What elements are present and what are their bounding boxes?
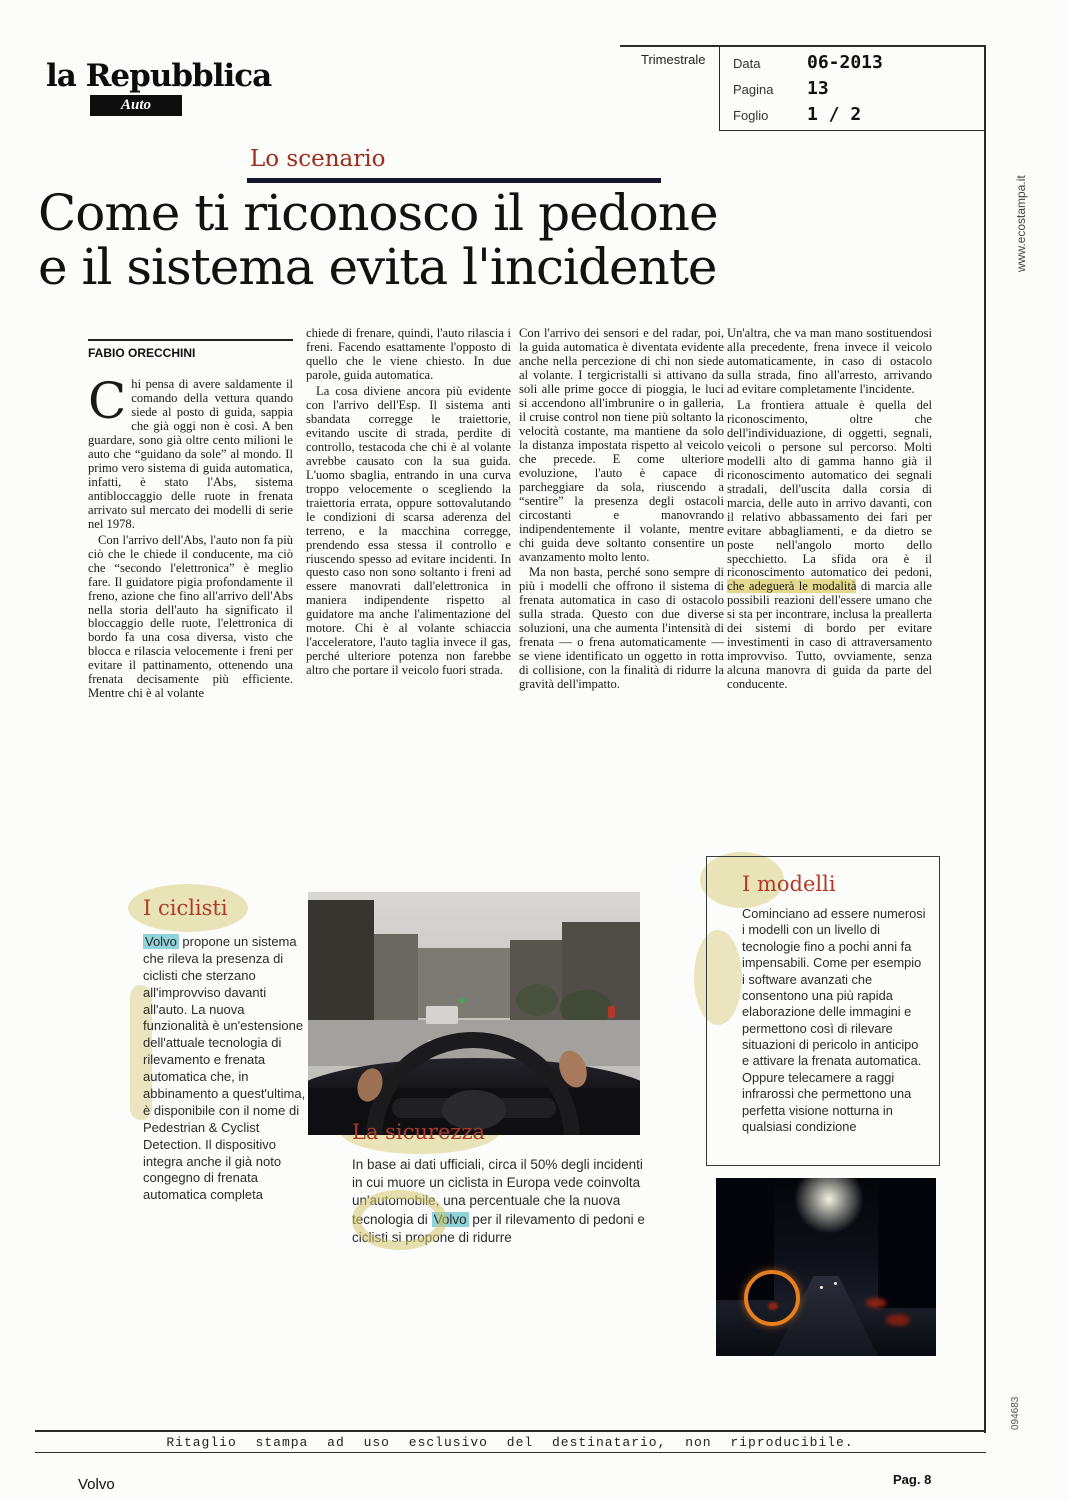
paragraph: [727, 399, 932, 692]
box-text-ciclisti: [143, 934, 306, 1204]
box-title-sicurezza: La sicurezza: [352, 1120, 486, 1144]
paragraph-text: La frontiera attuale è quella del riconoscimento, oltre che dell'individuazione, di oggetti, segnali, veicoli o persone sul percorso. Molti modelli alto di gamma hanno già il riconoscimento automatico dei segnali stradali, dell'uscita dalla corsia di marcia, delle auto in arrivo davanti, con il relativo abbassamento dei fari per evitare abbagliamenti, e da dietro se poste nell'angolo morto dello specchietto. La sfida ora è il riconoscimento automatico dei pedoni,: [727, 397, 932, 580]
night-detection-photo: [716, 1178, 936, 1356]
article-column-3: [519, 327, 724, 842]
van: [426, 1006, 458, 1024]
pagina-value: 13: [807, 78, 829, 99]
tree: [516, 984, 558, 1016]
kicker-rule: [247, 178, 661, 183]
frame-right-line: [984, 45, 986, 1433]
data-field-row: [733, 52, 883, 73]
box-text: In base ai dati ufficiali, circa il 50% degli incidenti in cui muore un ciclista in Europa vede coinvolta un'automobile, una percentuale che la nuova tecnologia di: [352, 1157, 643, 1227]
section-banner: Auto: [90, 95, 182, 116]
paragraph: [88, 378, 293, 532]
foglio-field-row: [733, 104, 883, 125]
byline: FABIO ORECCHINI: [88, 339, 293, 360]
tail-light-glow: [866, 1298, 886, 1308]
frame-top-line: [620, 45, 985, 47]
headline-line-1: Come ti riconosco il pedone: [38, 184, 718, 242]
databox-left-line: [719, 45, 720, 131]
paragraph: Con l'arrivo dei sensori e del radar, poi, la guida automatica è diventata evidente anche nella percezione di chi non siede al volante. I tergicristalli si attivano da soli alle prime gocce di pioggia, le luci si accendono all'imbrunire o in galleria, il cruise control non tiene più soltanto la velocità costante, ma mantiene da solo la distanza impostata rispetto al veicolo che precede. E come ulteriore evoluzione, l'auto è capace di parcheggiare da sola, riuscendo a “sentire” la presenza degli ostacoli circostanti e manovrando indipendentemente il volante, mentre chi guida deve soltanto consentire un avanzamento molto lento.: [519, 327, 724, 564]
paragraph: Ma non basta, perché sono sempre di più i modelli che offrono il sistema di frenata automatica in caso di ostacolo sulla strada. Questo con due diverse soluzioni, una che aumenta l'intensità di frenata — o frena automaticamente — se viene identificato un oggetto in rotta di collisione, con la finalità di ridurre la gravità dell'impatto.: [519, 565, 724, 692]
box-text-sicurezza: [352, 1156, 654, 1247]
box-title-ciclisti: I ciclisti: [143, 896, 228, 920]
scan-code: 094683: [1010, 1396, 1021, 1430]
headline-line-2: e il sistema evita l'incidente: [38, 238, 717, 296]
paragraph: Con l'arrivo dell'Abs, l'auto non fa più ciò che le chiede il conducente, ma ciò che “secondo l'elettronica” è meglio fare. Il guidatore pigia profondamente il freno, azione che fino all'arrivo dell'Abs nella storia dell'auto ha significato il bloccaggio delle ruote, l'elettronica di bordo fa una cosa diversa, visto che blocca e rilascia velocemente i freni per evitare il pattinamento, ottenendo una frenata decisamente più efficiente. Mentre chi è al volante: [88, 532, 293, 701]
ecostampa-watermark: www.ecostampa.it: [1014, 175, 1028, 272]
paragraph: Un'altra, che va man mano sostituendosi alla precedente, frena invece il veicolo automaticamente, in caso di ostacolo sulla strada, fino all'arresto, arrivando ad evitare completamente l'incidente.: [727, 327, 932, 396]
drop-cap: C: [88, 378, 127, 430]
volvo-highlight: Volvo: [433, 1211, 467, 1227]
page-number: Pag. 8: [893, 1472, 932, 1487]
data-value: 06-2013: [807, 52, 883, 73]
foglio-value: 1 / 2: [807, 104, 862, 125]
publication-name: la Repubblica: [46, 58, 272, 94]
tail-light-glow: [886, 1314, 910, 1326]
ritaglio-disclaimer: Ritaglio stampa ad uso esclusivo del destinatario, non riproducibile.: [166, 1435, 854, 1450]
article-column-2: [306, 327, 511, 842]
frame-bottom-line: [35, 1430, 986, 1432]
footer-rule-line: [35, 1452, 986, 1453]
highlighted-phrase: che adeguerà le modalità: [727, 579, 857, 594]
street-dashboard-photo: [308, 892, 640, 1135]
building-silhouette: [878, 1178, 936, 1308]
pagina-label: Pagina: [733, 82, 774, 97]
data-label: Data: [733, 56, 761, 71]
box-text-modelli: Cominciano ad essere numerosi i modelli con un livello di tecnologie fino a pochi anni fa impensabili. Come per esempio i software avanzati che consentono una più rapida elaborazione delle immagini e permettono così di rilevare situazioni di pericolo in anticipo e attivare la frenata automatica. Oppure telecamere a raggi infrarossi che permettono una perfetta visione notturna in qualsiasi condizione: [742, 906, 926, 1134]
article-column-1: [88, 378, 293, 842]
pagina-field-row: [733, 78, 883, 99]
article-headline: [38, 186, 778, 294]
traffic-light-green: [460, 998, 465, 1003]
box-text: per il rilevamento di pedoni e ciclisti si propone di ridurre: [352, 1211, 645, 1245]
paragraph: La cosa diviene ancora più evidente con l'arrivo dell'Esp. Il sistema anti sbandata corregge le traiettorie, evitando uscite di strada, perdite di controllo, testacoda che chi è al volante avrebbe causato con la sua guida. L'uomo sbaglia, entrando in una curva troppo velocemente o scegliendo la traiettoria errata, oppure sottovalutando le condizioni di scarsa aderenza del terreno, e la macchina corregge, prendendo essa stessa il controllo e riuscendo spesso ad evitare incidenti. In questo caso non sono soltanto i freni ad essere manovrati dall'elettronica in maniera indipendente rispetto al guidatore ma anche l'alimentazione del motore. Chi è al volante schiaccia l'acceleratore, l'auto taglia invece il gas, perché ulteriore potenza non farebbe altro che portare il veicolo fuori strada.: [306, 383, 511, 678]
paragraph-text: hi pensa di avere saldamente il comando della vettura quando siede al posto di guida, sappia che già oggi non è così. A ben guardare, sono già oltre cento milioni le auto che “guidano da sole” al mondo. Il primo vero sistema di guida automatica, infatti, è stato l'Abs, sistema antibloccaggio delle ruote in frenata arrivato sul mercato dei modelli di serie nel 1978.: [88, 378, 293, 531]
clipping-data-box: [733, 52, 883, 130]
article-kicker: Lo scenario: [250, 146, 386, 172]
client-brand: Volvo: [78, 1476, 115, 1493]
article-column-4: [727, 327, 932, 842]
building-silhouette: [374, 934, 418, 1026]
paragraph-text: di marcia alle possibili reazioni dell'essere umano che si sta per incontrare, inclusa la preallerta dei sistemi di bordo per evitare investimenti in caso di attraversamento improvviso. Tutto, ovviamente, senza alcuna manovra di guida da parte del conducente.: [727, 579, 932, 692]
frequency-label: Trimestrale: [641, 52, 706, 67]
box-text: propone un sistema che rileva la presenza di ciclisti che sterzano all'improvviso davanti all'auto. La nuova funzionalità è un'estensione dell'attuale tecnologia di rilevamento e frenata automatica che, in abbinamento a quest'ultima, è disponibile con il nome di Pedestrian & Cyclist Detection. Il dispositivo integra anche il già noto congegno di frenata automatica completa: [143, 934, 306, 1203]
cyclist-figure: [608, 1006, 615, 1018]
databox-bottom-line: [719, 130, 985, 131]
foglio-label: Foglio: [733, 108, 769, 123]
street-light-glow: [794, 1178, 864, 1234]
volvo-highlight: Volvo: [145, 934, 177, 949]
box-title-modelli: I modelli: [742, 872, 836, 896]
detection-highlight-ring: [744, 1270, 800, 1326]
light-dot: [820, 1286, 823, 1289]
light-dot: [834, 1282, 837, 1285]
paragraph: chiede di frenare, quindi, l'auto rilascia i freni. Facendo esattamente l'opposto di quello che le viene chiesto. In due parole, guida automatica.: [306, 327, 511, 382]
la-repubblica-logo: [46, 58, 271, 116]
